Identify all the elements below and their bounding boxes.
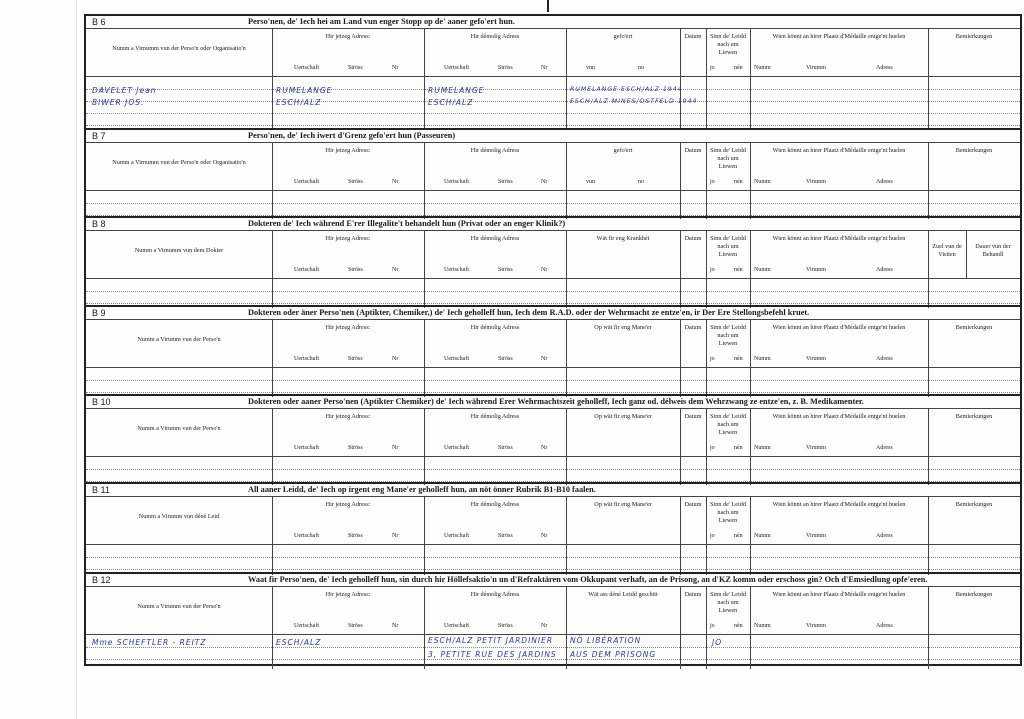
sub-label: Virumm <box>806 533 826 539</box>
former-address-header: Hir démolig Adress <box>470 413 520 420</box>
sub-label: Uertschaft <box>444 267 469 273</box>
column-divider <box>424 409 425 457</box>
section-b7 <box>86 128 1020 218</box>
sub-label: Numm <box>754 445 771 451</box>
column-divider <box>750 143 751 191</box>
current-address-header: Hir jetzeg Adress: <box>325 235 371 242</box>
sub-label: Nr <box>541 267 548 273</box>
middle-column-header: Wät fir eng Krankhét <box>596 235 650 242</box>
section-header <box>86 28 1020 77</box>
sub-label: Virumm <box>806 623 826 629</box>
sub-label: nén <box>734 623 743 629</box>
section-entry-rows <box>86 190 1020 219</box>
column-divider <box>706 635 707 669</box>
former-address-header: Hir démolig Adress <box>470 591 520 598</box>
column-divider <box>680 409 681 457</box>
medal-column-header: Wien könnt an hirer Plaatz d'Médaille entge'nt huelen <box>772 501 906 508</box>
section-entry-rows <box>86 544 1020 575</box>
sub-label: Ströss <box>348 267 363 273</box>
page-tick-mark <box>547 0 549 12</box>
date-column-header: Datum <box>684 33 702 40</box>
column-divider <box>424 231 425 279</box>
current-address-header: Hir jetzeg Adress: <box>325 33 371 40</box>
sub-label: Uertschaft <box>294 65 319 71</box>
sub-label: Uertschaft <box>444 623 469 629</box>
section-title: Waat fir Perso'nen, de' Iech geholleff hun, sin durch hir Höllefsaktio'n un d'Refraktären vom Okkupant verhaft, an de Prisong, an d'KZ komm oder erschoss gin? Och d'Emsiedlung opfe'eren. <box>248 575 928 584</box>
section-b12 <box>86 572 1020 668</box>
current-address-header: Hir jetzeg Adress: <box>325 591 371 598</box>
column-divider <box>750 231 751 279</box>
handwritten-entry: ESCH/ALZ PETIT JARDINIER <box>428 636 554 645</box>
sub-label: nén <box>734 356 743 362</box>
section-b6 <box>86 16 1020 128</box>
sub-label: Ströss <box>498 623 513 629</box>
sub-label: Ströss <box>348 179 363 185</box>
alive-column-header: Sinn de' Leidd nach um Liewen <box>710 147 746 171</box>
form-page <box>84 14 1022 666</box>
sub-label: Ströss <box>348 356 363 362</box>
alive-column-header: Sinn de' Leidd nach um Liewen <box>710 235 746 259</box>
column-divider <box>706 29 707 77</box>
entry-row-line <box>86 203 1020 204</box>
sub-label: Uertschaft <box>294 533 319 539</box>
section-id: B 9 <box>92 308 106 318</box>
entry-row-line <box>86 380 1020 381</box>
sub-label: Adress <box>876 533 893 539</box>
column-divider <box>566 231 567 279</box>
former-address-header: Hir démolig Adress <box>470 235 520 242</box>
sub-label: Uertschaft <box>294 623 319 629</box>
sub-label: Adress <box>876 267 893 273</box>
section-b11 <box>86 482 1020 574</box>
handwritten-entry: RUMELANGE ESCH/ALZ 1944 <box>570 86 683 93</box>
column-divider <box>706 545 707 575</box>
column-divider <box>272 635 273 669</box>
duration-column-header: Dauer vun der Behandl <box>975 243 1011 259</box>
sub-label: nén <box>734 533 743 539</box>
name-column-header: Numm a Virumm vun der Perso'n <box>137 425 221 432</box>
date-column-header: Datum <box>684 413 702 420</box>
sub-label: Uertschaft <box>294 267 319 273</box>
sub-label: Nr <box>392 533 399 539</box>
sub-label: Adress <box>876 65 893 71</box>
section-header <box>86 408 1020 457</box>
sub-label: Virumm <box>806 267 826 273</box>
section-id: B 6 <box>92 17 106 27</box>
sub-label: Virumm <box>806 445 826 451</box>
column-divider <box>566 77 567 129</box>
current-address-header: Hir jetzeg Adress: <box>325 324 371 331</box>
column-divider <box>706 320 707 368</box>
sub-label: Nr <box>392 65 399 71</box>
former-address-header: Hir démolig Adress <box>470 324 520 331</box>
handwritten-entry: RUMELANGE <box>428 86 485 95</box>
section-header <box>86 319 1020 368</box>
middle-column-header: Wät ass déné Leidd geschitt <box>588 591 658 598</box>
sub-label: Numm <box>754 623 771 629</box>
sub-label: Nr <box>541 65 548 71</box>
sub-label: jo <box>710 623 715 629</box>
name-column-header: Numm a Virumm vun déné Leid <box>138 513 220 520</box>
sub-label: nén <box>734 267 743 273</box>
entry-row-line <box>86 291 1020 292</box>
sub-label: Nr <box>541 533 548 539</box>
handwritten-entry: 3, PETITE RUE DES JARDINS <box>428 650 557 659</box>
section-id: B 7 <box>92 131 106 141</box>
sub-label: Uertschaft <box>294 179 319 185</box>
section-header <box>86 230 1020 279</box>
column-divider <box>928 635 929 669</box>
section-entry-rows <box>86 278 1020 308</box>
alive-column-header: Sinn de' Leidd nach um Liewen <box>710 324 746 348</box>
column-divider <box>566 143 567 191</box>
sub-label: Ströss <box>348 533 363 539</box>
column-divider <box>706 587 707 635</box>
column-divider <box>928 409 929 457</box>
section-entry-rows <box>86 76 1020 129</box>
column-divider <box>928 77 929 129</box>
handwritten-entry: ESCH/ALZ <box>276 98 322 107</box>
handwritten-entry: ESCH/ALZ MINES/OSTFELD 1944 <box>570 98 698 105</box>
section-title: Dokteren de' Iech während E'rer Illegalite't behandelt hun (Privat oder an enger Klinik?) <box>248 219 566 228</box>
handwritten-entry: BIWER JOS. <box>92 98 145 107</box>
sub-label: Ströss <box>498 356 513 362</box>
column-divider <box>272 320 273 368</box>
entry-row-line <box>86 569 1020 570</box>
handwritten-entry: RUMELANGE <box>276 86 333 95</box>
remarks-column-header: Bemierkungen <box>955 33 993 40</box>
column-divider <box>706 497 707 545</box>
former-address-header: Hir démolig Adress <box>470 33 520 40</box>
column-divider <box>966 231 967 279</box>
column-divider <box>928 587 929 635</box>
medal-column-header: Wien könnt an hirer Plaatz d'Médaille entge'nt huelen <box>772 324 906 331</box>
remarks-column-header: Bemierkungen <box>955 591 993 598</box>
sub-label: Uertschaft <box>444 533 469 539</box>
column-divider <box>680 545 681 575</box>
remarks-column-header: Bemierkungen <box>955 501 993 508</box>
sub-label: Numm <box>754 533 771 539</box>
section-header <box>86 142 1020 191</box>
page-fold <box>76 0 77 719</box>
sub-label: Numm <box>754 267 771 273</box>
entry-row-line <box>86 647 1020 648</box>
entry-row-line <box>86 303 1020 304</box>
section-id: B 10 <box>92 397 111 407</box>
section-entry-rows <box>86 367 1020 397</box>
sub-label: Nr <box>392 623 399 629</box>
sub-label: Ströss <box>348 65 363 71</box>
column-divider <box>680 587 681 635</box>
column-divider <box>706 409 707 457</box>
section-header <box>86 496 1020 545</box>
middle-column-header: Op wät fir eng Mane'er <box>594 413 652 420</box>
column-divider <box>750 497 751 545</box>
sub-label: Numm <box>754 179 771 185</box>
name-column-header: Numm a Virumm vun der Perso'n <box>137 603 221 610</box>
sub-label: Uertschaft <box>294 356 319 362</box>
entry-row-line <box>86 469 1020 470</box>
sub-label: Ströss <box>348 623 363 629</box>
section-title: Dokteren oder aaner Perso'nen (Aptikter Chemiker) de' Iech während Erer Wehrmachtszeit geholleff, Iech ganz od. délweis dem Wehrzwang ze entze'en, z. B. Medikamenter. <box>248 397 864 406</box>
sub-label: nén <box>734 179 743 185</box>
column-divider <box>272 409 273 457</box>
column-divider <box>424 635 425 669</box>
column-divider <box>750 545 751 575</box>
column-divider <box>928 29 929 77</box>
sub-label: Nr <box>392 179 399 185</box>
middle-column-header: gefo'ert <box>613 33 633 40</box>
sub-label: Ströss <box>498 445 513 451</box>
column-divider <box>272 77 273 129</box>
column-divider <box>424 497 425 545</box>
sub-label: Virumm <box>806 179 826 185</box>
sub-label: Nr <box>392 445 399 451</box>
sub-label: Ströss <box>348 445 363 451</box>
alive-column-header: Sinn de' Leidd nach um Liewen <box>710 413 746 437</box>
sub-label: Uertschaft <box>444 356 469 362</box>
sub-label: Nr <box>392 356 399 362</box>
column-divider <box>424 320 425 368</box>
sub-label: Adress <box>876 179 893 185</box>
column-divider <box>566 29 567 77</box>
remarks-column-header: Bemierkungen <box>955 413 993 420</box>
middle-column-header: Op wät fir eng Mane'er <box>594 501 652 508</box>
column-divider <box>680 497 681 545</box>
alive-column-header: Sinn de' Leidd nach um Liewen <box>710 501 746 525</box>
column-divider <box>566 635 567 669</box>
sub-label: jo <box>710 445 715 451</box>
remarks-column-header: Bemierkungen <box>955 147 993 154</box>
sub-label: Nr <box>541 445 548 451</box>
current-address-header: Hir jetzeg Adress: <box>325 147 371 154</box>
column-divider <box>706 231 707 279</box>
entry-row-line <box>86 125 1020 126</box>
sub-label: Nr <box>541 356 548 362</box>
column-divider <box>750 29 751 77</box>
column-divider <box>680 29 681 77</box>
column-divider <box>680 320 681 368</box>
sub-label: Uertschaft <box>294 445 319 451</box>
section-id: B 11 <box>92 485 110 495</box>
former-address-header: Hir démolig Adress <box>470 501 520 508</box>
entry-row-line <box>86 659 1020 660</box>
column-divider <box>680 635 681 669</box>
medal-column-header: Wien könnt an hirer Plaatz d'Médaille entge'nt huelen <box>772 413 906 420</box>
column-divider <box>706 143 707 191</box>
sub-label: Ströss <box>498 533 513 539</box>
sub-label: Uertschaft <box>444 445 469 451</box>
entry-row-line <box>86 557 1020 558</box>
sub-label: Adress <box>876 445 893 451</box>
column-divider <box>566 409 567 457</box>
alive-column-header: Sinn de' Leidd nach um Liewen <box>710 591 746 615</box>
handwritten-entry: NÖ LIBÉRATION <box>570 636 642 645</box>
sub-label: jo <box>710 65 715 71</box>
column-divider <box>272 231 273 279</box>
medal-column-header: Wien könnt an hirer Plaatz d'Médaille entge'nt huelen <box>772 235 906 242</box>
former-address-header: Hir démolig Adress <box>470 147 520 154</box>
column-divider <box>566 545 567 575</box>
section-b8 <box>86 216 1020 307</box>
column-divider <box>750 409 751 457</box>
sub-label-to: no <box>638 179 644 185</box>
sub-label: Ströss <box>498 65 513 71</box>
sub-label-to: no <box>638 65 644 71</box>
section-entry-rows <box>86 456 1020 485</box>
entry-row-line <box>86 392 1020 393</box>
medal-column-header: Wien könnt an hirer Plaatz d'Médaille entge'nt huelen <box>772 33 906 40</box>
sub-label-from: vun <box>586 179 595 185</box>
remarks-column-header: Bemierkungen <box>955 324 993 331</box>
sub-label: Numm <box>754 65 771 71</box>
section-id: B 12 <box>92 575 111 585</box>
current-address-header: Hir jetzeg Adress: <box>325 413 371 420</box>
section-title: Dokteren oder äner Perso'nen (Aptikter, Chemiker,) de' Iech geholleff hun, Iech dem R.A.D. oder der Wehrmacht ze entze'en, ir Der Ere Stellongsbefehl kruet. <box>248 308 810 317</box>
column-divider <box>566 587 567 635</box>
entry-row-line <box>86 113 1020 114</box>
alive-column-header: Sinn de' Leidd nach um Liewen <box>710 33 746 57</box>
column-divider <box>750 587 751 635</box>
section-title: Perso'nen, de' Iech hei am Land vun enger Stopp op de' aaner gefo'ert hun. <box>248 17 515 26</box>
column-divider <box>424 143 425 191</box>
sub-label: Uertschaft <box>444 65 469 71</box>
entry-row-line <box>86 89 1020 90</box>
column-divider <box>424 587 425 635</box>
section-header <box>86 586 1020 635</box>
column-divider <box>566 497 567 545</box>
section-b9 <box>86 305 1020 396</box>
handwritten-entry: JO <box>712 638 723 647</box>
column-divider <box>424 29 425 77</box>
visits-column-header: Zuel vun de Visiten <box>932 243 962 259</box>
column-divider <box>750 635 751 669</box>
column-divider <box>272 143 273 191</box>
sub-label: Adress <box>876 623 893 629</box>
column-divider <box>706 77 707 129</box>
column-divider <box>928 497 929 545</box>
column-divider <box>272 587 273 635</box>
column-divider <box>272 545 273 575</box>
sub-label: Numm <box>754 356 771 362</box>
medal-column-header: Wien könnt an hirer Plaatz d'Médaille entge'nt huelen <box>772 147 906 154</box>
handwritten-entry: Mme SCHEFTLER - REITZ <box>92 638 207 647</box>
section-id: B 8 <box>92 219 106 229</box>
sub-label: jo <box>710 533 715 539</box>
date-column-header: Datum <box>684 147 702 154</box>
entry-row-line <box>86 101 1020 102</box>
sub-label: jo <box>710 179 715 185</box>
column-divider <box>928 320 929 368</box>
sub-label: Uertschaft <box>444 179 469 185</box>
column-divider <box>424 77 425 129</box>
sub-label: jo <box>710 267 715 273</box>
sub-label: nén <box>734 445 743 451</box>
sub-label: Ströss <box>498 179 513 185</box>
column-divider <box>272 497 273 545</box>
column-divider <box>566 320 567 368</box>
name-column-header: Numm a Virnumm vun der Perso'n oder Organisatio'n <box>112 45 246 52</box>
sub-label: Nr <box>392 267 399 273</box>
medal-column-header: Wien könnt an hirer Plaatz d'Médaille entge'nt huelen <box>772 591 906 598</box>
date-column-header: Datum <box>684 235 702 242</box>
section-title: All aaner Leidd, de' Iech op irgent eng Mane'er geholleff hun, an nöt önner Rubrik B1-B10 faalen. <box>248 485 596 494</box>
column-divider <box>424 545 425 575</box>
date-column-header: Datum <box>684 591 702 598</box>
sub-label: Virumm <box>806 65 826 71</box>
middle-column-header: gefo'ert <box>613 147 633 154</box>
section-b10 <box>86 394 1020 484</box>
handwritten-entry: ESCH/ALZ <box>428 98 474 107</box>
column-divider <box>272 29 273 77</box>
sub-label: Nr <box>541 179 548 185</box>
current-address-header: Hir jetzeg Adress: <box>325 501 371 508</box>
column-divider <box>928 143 929 191</box>
column-divider <box>750 77 751 129</box>
sub-label: jo <box>710 356 715 362</box>
handwritten-entry: ESCH/ALZ <box>276 638 322 647</box>
sub-label-from: vun <box>586 65 595 71</box>
handwritten-entry: AUS DEM PRISONG <box>570 650 657 659</box>
name-column-header: Numm a Virnumm vun dem Dokter <box>134 247 224 254</box>
sub-label: Ströss <box>498 267 513 273</box>
column-divider <box>750 320 751 368</box>
section-title: Perso'nen, de' Iech iwert d'Grenz gefo'ert hun (Passeuren) <box>248 131 456 140</box>
date-column-header: Datum <box>684 324 702 331</box>
sub-label: Nr <box>541 623 548 629</box>
date-column-header: Datum <box>684 501 702 508</box>
middle-column-header: Op wät fir eng Mane'er <box>594 324 652 331</box>
column-divider <box>680 231 681 279</box>
name-column-header: Numm a Virnumm vun der Perso'n oder Organisatio'n <box>112 159 246 166</box>
sub-label: Virumm <box>806 356 826 362</box>
handwritten-entry: DAVELET Jean <box>92 86 157 95</box>
name-column-header: Numm a Virumm vun der Perso'n <box>137 336 221 343</box>
sub-label: nén <box>734 65 743 71</box>
column-divider <box>928 545 929 575</box>
column-divider <box>680 143 681 191</box>
sub-label: Adress <box>876 356 893 362</box>
